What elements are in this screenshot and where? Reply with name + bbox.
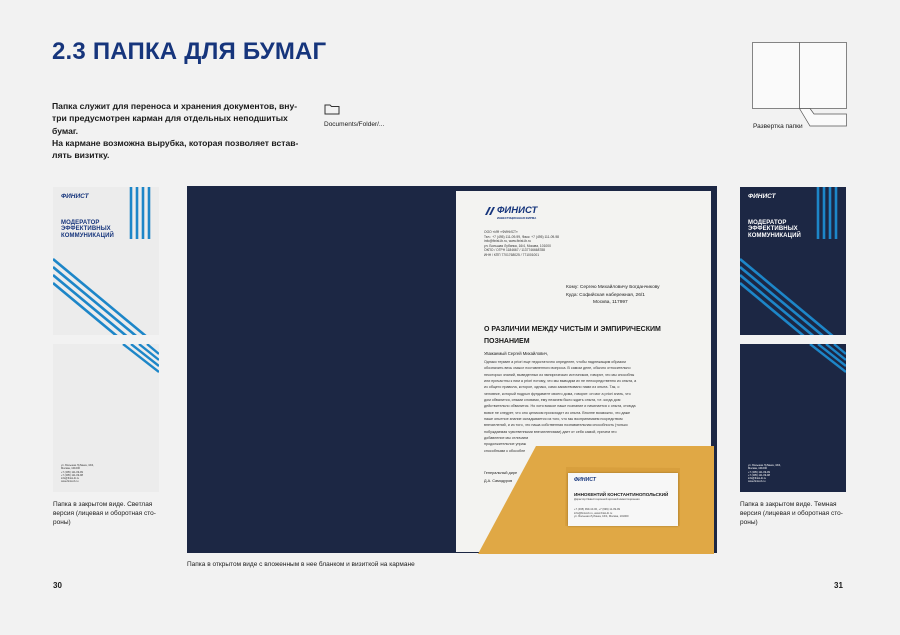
card-contact-line: ул. Большая Лубянка, 16/4, Москва, 101000 (574, 515, 629, 519)
body-line: Однако термин a priori еще недостаточно определен, чтобы надлежащим образом (484, 360, 626, 364)
contact-line: +7 (495) 111-09-98 (61, 473, 83, 477)
org-line: Тел.: +7 (495) 111-09-99, Факс: +7 (495) 111-09-98 (484, 234, 560, 239)
org-line: ООО «ИФ «ФИНИСТ» (484, 230, 518, 234)
contact-line: +7 (495) 111-09-99 (61, 470, 83, 474)
body-line: добавление мы отличаем (484, 436, 529, 441)
caption-line: версия (лицевая и оборотная сто- (740, 509, 843, 517)
intro-line: На кармане возможна вырубка, которая позволяет встав- (52, 137, 299, 148)
light-cover-front (53, 187, 159, 335)
body-line: наше опытное знание складывается из того, что мы воспринимаем посредством (484, 417, 623, 422)
intro-line: три предусмотрен карман для отдельных неподшитых бумаг. (52, 113, 288, 136)
contact-line: ул. Большая Лубянка, 16/4, (748, 464, 781, 467)
cover-title-line: КОММУНИКАЦИЙ (61, 232, 114, 239)
page-number-left: 30 (53, 581, 62, 590)
body-line: дом обвалится, иными словами, ему незачем было ждать опыта, т.е. когда дом (484, 398, 621, 403)
letter-logo: ФИНИСТ (497, 205, 538, 216)
cover-title-line: ЭФФЕКТИВНЫХ (61, 226, 111, 233)
signature-line: Генеральный дире (484, 471, 518, 475)
letter-logo-sub: ИНВЕСТИЦИОННАЯ ФИРМА (497, 216, 537, 220)
org-line: ОКПО / ОГРН 1184667 / 1137746668788 (484, 248, 545, 252)
card-contact-line: +7 (495) 999-10-00, +7 (999) 11-09-99 (574, 508, 620, 511)
org-line: ИНН / КПП 7701768025 / 771001001 (484, 252, 540, 257)
caption-line: роны) (740, 518, 758, 526)
body-line: вовсе не следует, что оно целиком происходит из опыта. Вполне возможно, что даже (484, 410, 631, 415)
letter-greeting: Уважаемый Сергей Михайлович, (484, 351, 549, 356)
dark-cover-back (740, 344, 846, 492)
contact-line: info@finist-ib.ru (748, 477, 767, 481)
address-line: Куда: Софийская набережная, 26/1 (566, 292, 645, 298)
brand-logo-icon (484, 206, 496, 216)
contact-line: www.finist-ib.ru (748, 480, 766, 484)
caption-folder: Папка в открытом виде с вложенным в нее бланком и визиткой на кармане (187, 561, 415, 568)
page-title: 2.3 ПАПКА ДЛЯ БУМАГ (52, 38, 327, 65)
brand-logo: ФИНИСТ (61, 193, 89, 200)
card-logo: ФИНИСТ (574, 477, 596, 483)
brand-logo: ФИНИСТ (748, 193, 776, 200)
body-line: побуждаемая чувственными впечатлениями) дает от себя самой, причем это (484, 429, 617, 434)
contact-line: Москва, 101000 (748, 467, 767, 471)
cover-title-line: КОММУНИКАЦИЙ (748, 232, 801, 239)
contact-line: ул. Большая Лубянка, 16/4, (61, 464, 94, 467)
cover-stripes (53, 187, 159, 335)
cover-contacts (61, 464, 94, 484)
org-line: info@finist-ib.ru, www.finist-ib.ru (484, 239, 531, 243)
letter-address (566, 284, 660, 307)
cover-contacts (748, 464, 781, 484)
business-card (568, 473, 678, 526)
letter-org-details (484, 230, 559, 257)
intro-line: Папка служит для переноса и хранения документов, вну- (52, 101, 298, 111)
cover-title (748, 220, 801, 239)
letter-body (484, 359, 689, 454)
caption-line: версия (лицевая и оборотная сто- (53, 509, 156, 517)
card-role: Директор Инвестиционной арочной инвестиционная (574, 498, 640, 501)
caption-line: Папка в закрытом виде. Темная (740, 501, 837, 508)
body-line: человеке, который подрыл фундамент своего дома, говорят: он мог a priori знать, что (484, 391, 631, 396)
caption-line: Папка в закрытом виде. Светлая (53, 501, 153, 508)
folder-icon (324, 103, 340, 115)
folder-unfold-diagram (752, 42, 852, 130)
caption-line: роны) (53, 518, 71, 526)
unfold-label: Развертка папки (753, 123, 803, 130)
body-line: обозначить весь смысл поставленного вопроса. В самом деле, обычно относительно (484, 366, 631, 371)
cover-title-line: МОДЕРАТОР (61, 220, 100, 226)
folder-path: Documents/Folder/... (324, 121, 385, 128)
light-cover-back (53, 344, 159, 492)
body-line: некоторых знаний, выведенных из эмпирических источников, говорят, что мы способны (484, 372, 635, 377)
body-line: или причастны к ним a priori потому, что мы выводим их не непосредственно из опыта, а (484, 379, 637, 384)
page-number-right: 31 (834, 581, 843, 590)
contact-line: www.finist-ib.ru (61, 480, 79, 484)
cover-title-line: МОДЕРАТОР (748, 220, 787, 226)
contact-line: info@finist-ib.ru (61, 477, 80, 481)
caption-dark (740, 501, 865, 527)
card-contact-line: info@finist-ib.ru, www.finist-ib.ru (574, 511, 613, 515)
body-line: из общего правила, которое, однако, само заимствовано нами из опыта. Так, о (484, 385, 620, 390)
card-contacts (574, 508, 629, 519)
dark-cover-front (740, 187, 846, 335)
body-line: впечатлений, и из того, что наша собственная познавательная способность (только (484, 423, 628, 428)
contact-line: Москва, 101000 (61, 467, 80, 471)
intro-line: лять визитку. (52, 150, 110, 161)
letter-subject: О РАЗЛИЧИИ МЕЖДУ ЧИСТЫМ И ЭМПИРИЧЕСКИМ ПОЗНАНИЕМ (484, 326, 661, 345)
contact-line: +7 (495) 111-09-98 (748, 473, 770, 477)
address-line: Москва, 117997 (593, 300, 628, 306)
card-name: ИННОКЕНТИЙ КОНСТАНТИНОПОЛЬСКИЙ (574, 492, 669, 497)
org-line: ул. Большая Лубянка, 16/4, Москва, 101000 (484, 243, 551, 248)
body-line: продолжительное упраж (484, 442, 527, 447)
intro-text (52, 100, 307, 161)
cover-stripes (740, 187, 846, 335)
body-line: способными к обособле (484, 448, 526, 453)
address-line: Кому: Сергею Михайловичу Богданчикову (566, 285, 660, 290)
contact-line: +7 (495) 111-09-99 (748, 470, 770, 474)
signature-line: Д.А. Самодуров (484, 479, 513, 483)
body-line: действительно обвалится. Но хотя всякое наше познание и начинается с опыта, отсюда (484, 404, 636, 409)
caption-light (53, 501, 173, 527)
cover-title-line: ЭФФЕКТИВНЫХ (748, 226, 798, 233)
cover-title (61, 220, 114, 239)
